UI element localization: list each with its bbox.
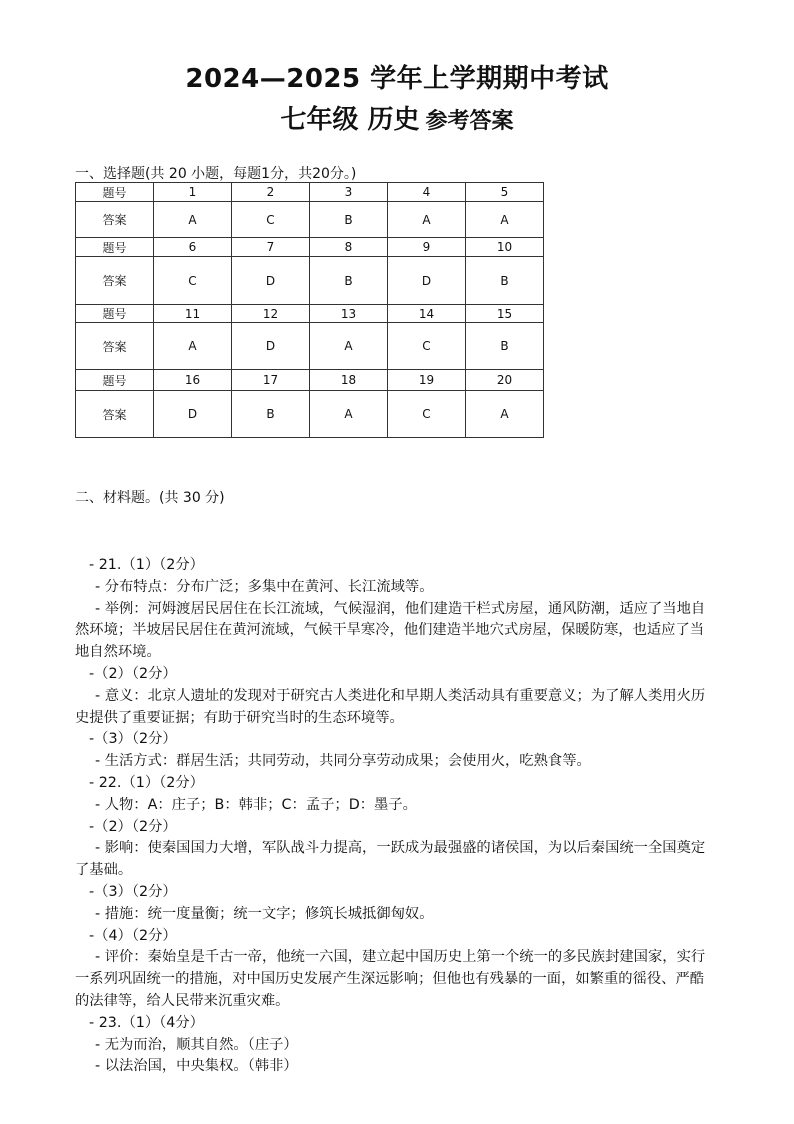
answer-line: -（3）（2分） [89, 731, 177, 748]
answer-line: - 人物：A：庄子；B：韩非；C：孟子；D：墨子。 [95, 796, 417, 813]
answer-line: - 以法治国，中央集权。（韩非） [95, 1058, 298, 1075]
question-number-cell: 10 [466, 238, 544, 257]
question-number-cell: 5 [466, 183, 544, 202]
answer-row [76, 391, 544, 438]
section1-heading: 一、选择题(共 20 小题，每题1分，共20分。) [75, 166, 357, 182]
question-number-cell: 2 [232, 183, 310, 202]
section2-heading: 二、材料题。(共 30 分) [75, 490, 225, 506]
answer-cell: A [154, 202, 232, 238]
question-number-cell: 12 [232, 305, 310, 323]
answer-cell: A [466, 202, 544, 238]
row-label-answer: 答案 [76, 257, 154, 305]
question-number-cell: 3 [310, 183, 388, 202]
answer-cell: C [388, 323, 466, 370]
answer-cell: D [232, 257, 310, 305]
answer-row [76, 202, 544, 238]
question-number-cell: 7 [232, 238, 310, 257]
row-label-question: 题号 [76, 370, 154, 391]
row-label-answer: 答案 [76, 323, 154, 370]
answer-row [76, 323, 544, 370]
answer-cell: B [466, 323, 544, 370]
answer-line: - 无为而治，顺其自然。（庄子） [95, 1036, 298, 1053]
answer-cell: C [232, 202, 310, 238]
answer-cell: C [388, 391, 466, 438]
exam-subtitle [0, 99, 794, 136]
exam-title: 2024—2025 学年上学期期中考试 [185, 64, 609, 94]
answer-cell: B [310, 257, 388, 305]
question-number-row [76, 370, 544, 391]
answer-line: - 影响：使秦国国力大增，军队战斗力提高，一跃成为最强盛的诸侯国，为以后秦国统一全国奠定了基础。 [75, 840, 706, 879]
answer-line: - 评价：秦始皇是千古一帝，他统一六国，建立起中国历史上第一个统一的多民族封建国家，实行一系列巩固统一的措施，对中国历史发展产生深远影响；但他也有残暴的一面，如繁重的徭役、严酷的法律等，给人民带来沉重灾难。 [75, 949, 706, 1009]
row-label-answer: 答案 [76, 202, 154, 238]
question-number-cell: 6 [154, 238, 232, 257]
subject-grade: 七年级 历史 [280, 105, 420, 135]
answer-line: -（2）（2分） [89, 665, 177, 682]
answer-cell: D [232, 323, 310, 370]
answer-line: - 生活方式：群居生活；共同劳动，共同分享劳动成果；会使用火，吃熟食等。 [95, 753, 591, 770]
answer-line: - 21.（1）（2分） [89, 557, 204, 573]
question-number-cell: 11 [154, 305, 232, 323]
row-label-question: 题号 [76, 183, 154, 202]
answer-line: -（3）（2分） [89, 883, 177, 900]
question-number-cell: 4 [388, 183, 466, 202]
row-label-answer: 答案 [76, 391, 154, 438]
answer-cell: A [388, 202, 466, 238]
answer-cell: B [466, 257, 544, 305]
question-number-cell: 18 [310, 370, 388, 391]
question-number-row [76, 183, 544, 202]
row-label-question: 题号 [76, 238, 154, 257]
answer-line: -（4）（2分） [89, 927, 177, 944]
answer-line: - 举例：河姆渡居民居住在长江流域，气候湿润，他们建造干栏式房屋，通风防潮，适应了当地自然环境；半坡居民居住在黄河流域，气候干旱寒冷，他们建造半地穴式房屋，保暖防寒，也适应了当地自然环境。 [75, 600, 706, 661]
answer-line: - 分布特点：分布广泛；多集中在黄河、长江流域等。 [95, 578, 434, 595]
answer-cell: B [232, 391, 310, 438]
question-number-row [76, 305, 544, 323]
answer-line: - 意义：北京人遗址的发现对于研究古人类进化和早期人类活动具有重要意义；为了解人类用火历史提供了重要证据；有助于研究当时的生态环境等。 [75, 687, 706, 726]
row-label-question: 题号 [76, 305, 154, 323]
question-number-cell: 1 [154, 183, 232, 202]
answer-cell: A [154, 323, 232, 370]
question-number-cell: 20 [466, 370, 544, 391]
question-number-cell: 8 [310, 238, 388, 257]
answer-key-label: 参考答案 [425, 109, 514, 134]
answer-cell: A [310, 391, 388, 438]
question-number-cell: 14 [388, 305, 466, 323]
question-number-cell: 16 [154, 370, 232, 391]
question-number-cell: 9 [388, 238, 466, 257]
question-number-cell: 15 [466, 305, 544, 323]
answer-cell: C [154, 257, 232, 305]
answer-line: - 22.（1）（2分） [89, 774, 204, 791]
answer-cell: D [154, 391, 232, 438]
question-number-cell: 19 [388, 370, 466, 391]
answer-line: -（2）（2分） [89, 818, 177, 835]
material-answers [75, 555, 715, 1078]
answer-table [75, 182, 544, 438]
answer-line: - 措施：统一度量衡；统一文字；修筑长城抵御匈奴。 [95, 905, 434, 922]
answer-cell: B [310, 202, 388, 238]
answer-cell: A [466, 391, 544, 438]
question-number-row [76, 238, 544, 257]
question-number-cell: 13 [310, 305, 388, 323]
answer-cell: A [310, 323, 388, 370]
answer-cell: D [388, 257, 466, 305]
answer-row [76, 257, 544, 305]
answer-line: - 23.（1）（4分） [89, 1014, 204, 1031]
question-number-cell: 17 [232, 370, 310, 391]
